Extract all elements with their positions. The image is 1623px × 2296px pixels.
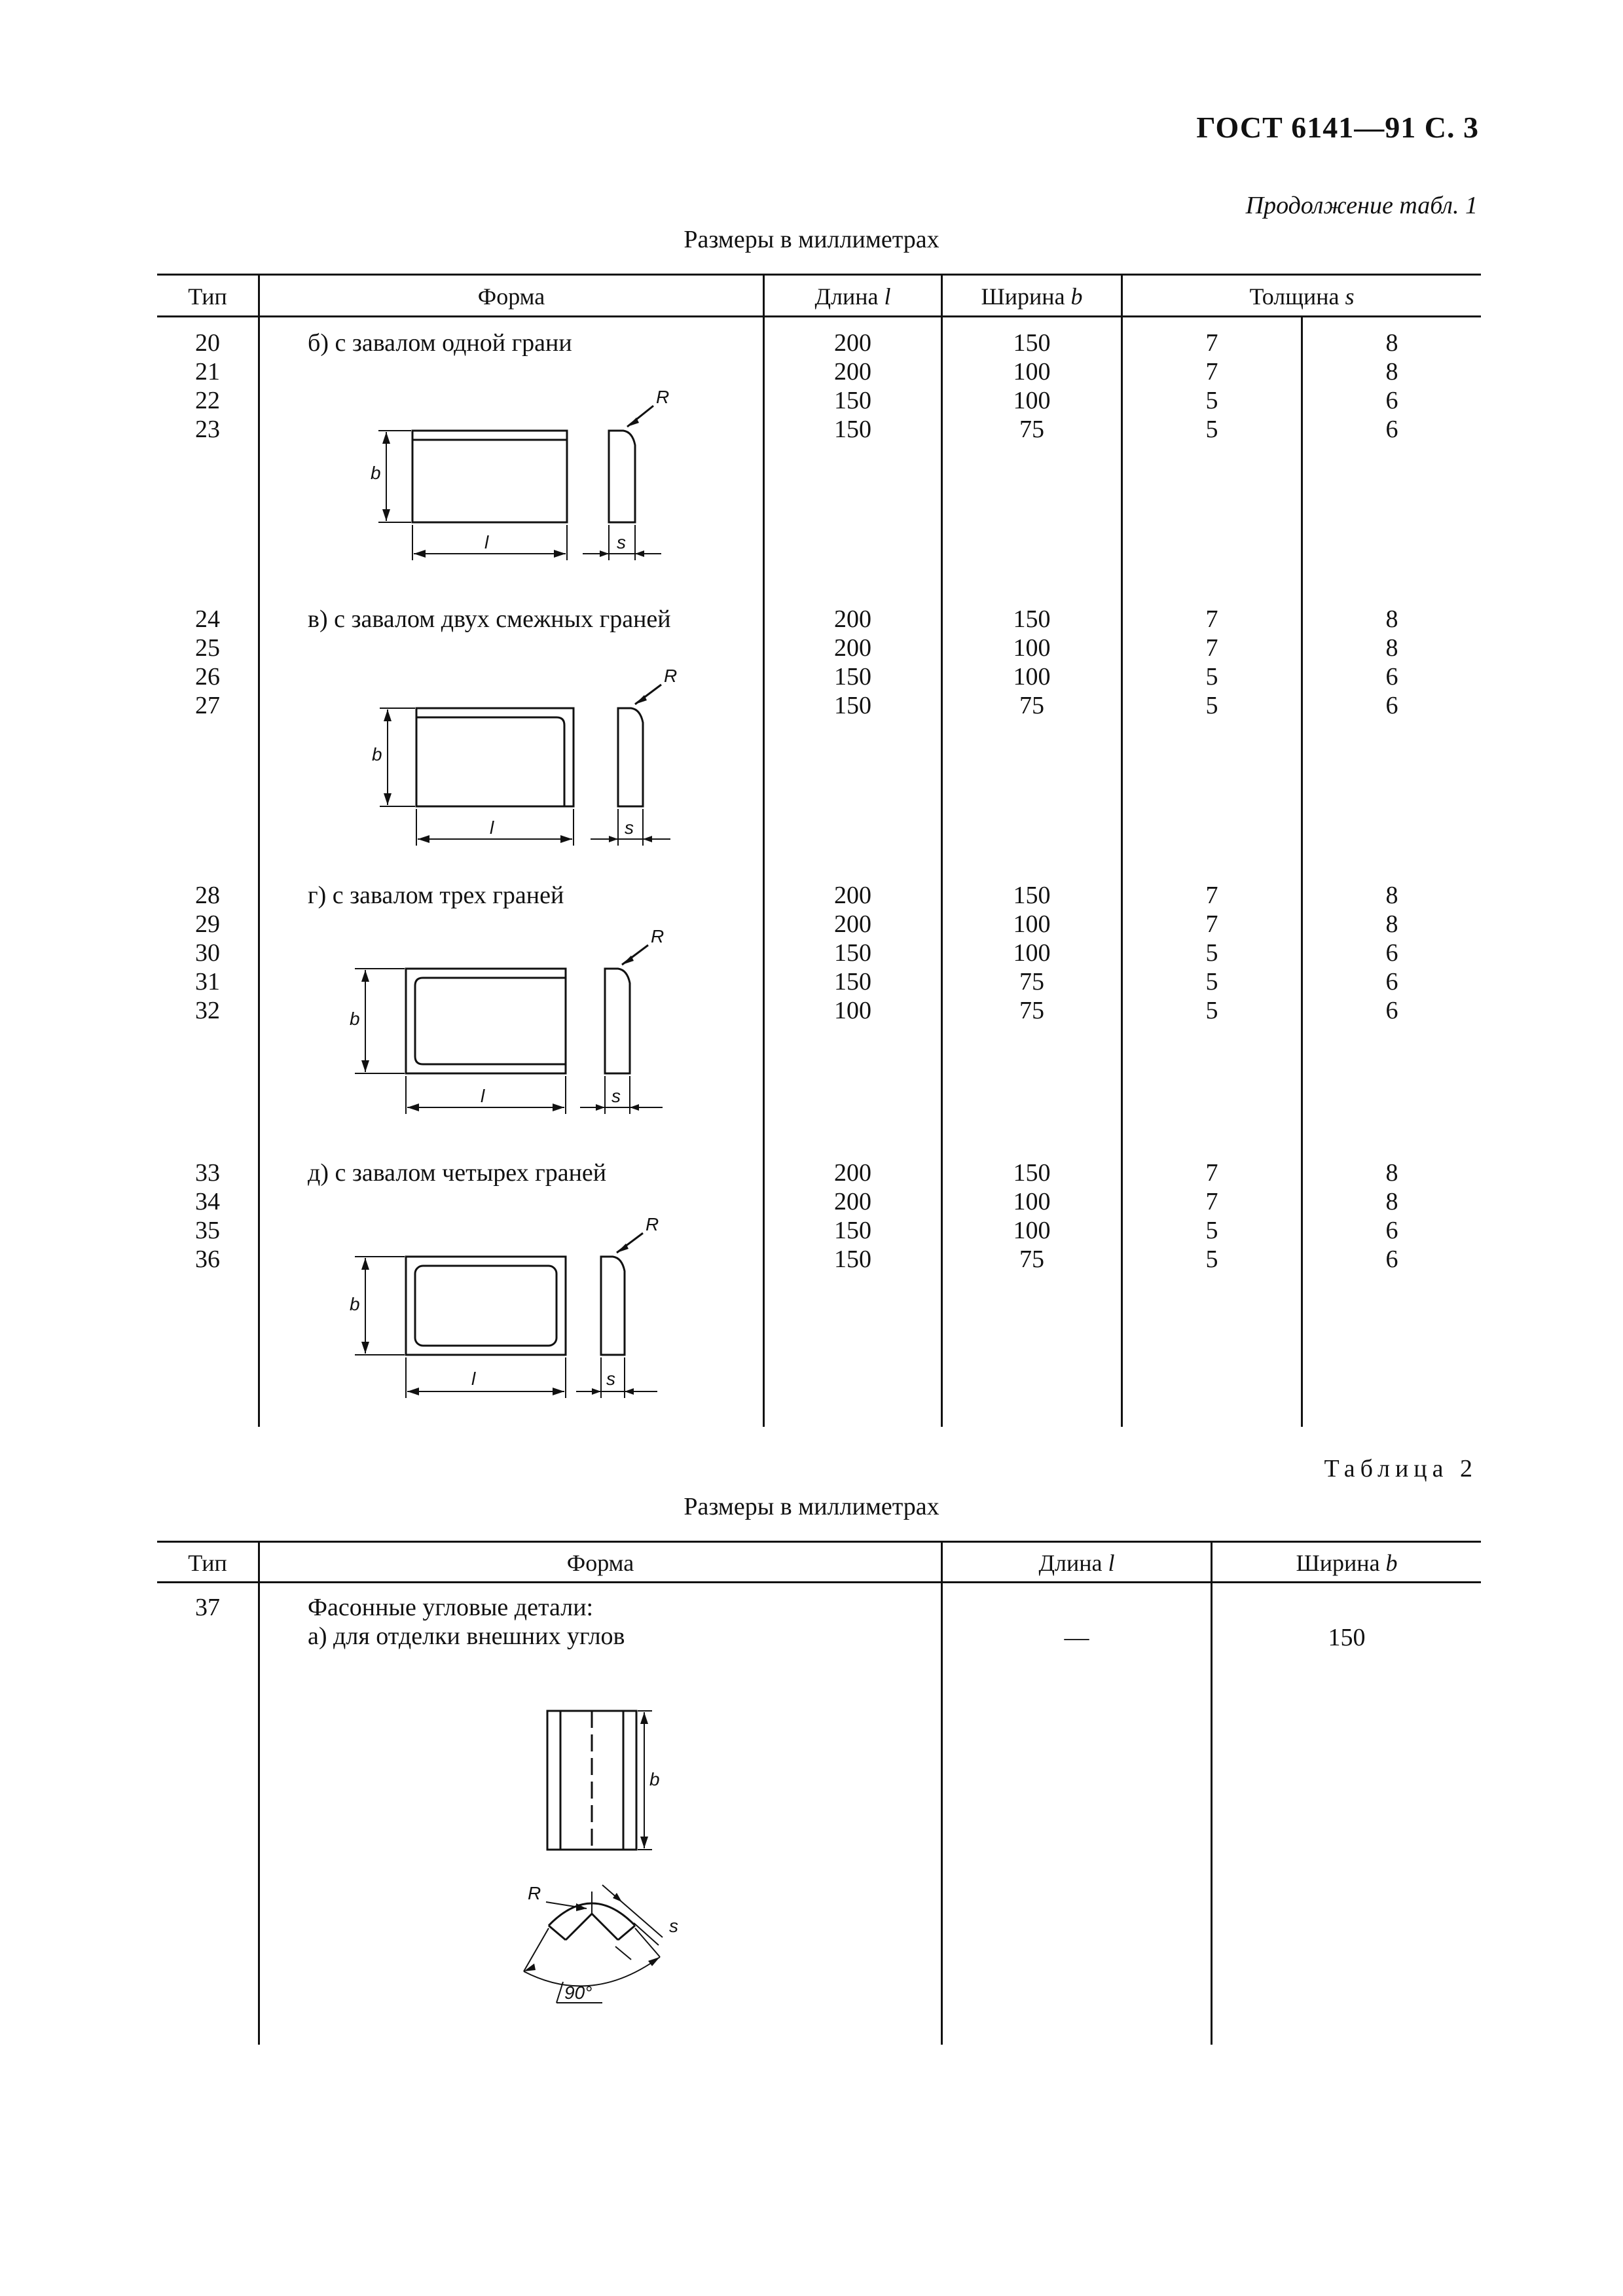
tile-drawing-two-edges	[347, 661, 687, 857]
group-label: б) с завалом одной грани	[308, 329, 572, 357]
tile-drawing-three-edges	[340, 926, 687, 1126]
table1-top-rule	[157, 274, 1481, 276]
group-thickness2-values: 8 8 6 6	[1385, 605, 1398, 719]
table1-header-rule	[157, 315, 1481, 317]
corner-piece-drawing	[498, 1695, 707, 2009]
group-length-values: 200 200 150 150 100	[834, 882, 871, 1024]
group-label: д) с завалом четырех граней	[308, 1159, 607, 1187]
dim-l-label: l	[484, 532, 489, 552]
group-thickness2-values: 8 8 6 6 6	[1385, 882, 1398, 1024]
table2-top-rule	[157, 1541, 1481, 1543]
group-thickness2-values: 8 8 6 6	[1385, 329, 1398, 443]
group-types: 20 21 22 23	[195, 329, 220, 443]
table2-header-form: Форма	[566, 1550, 634, 1576]
group-types: 28 29 30 31 32	[195, 882, 220, 1024]
group-thickness1-values: 7 7 5 5	[1205, 329, 1218, 443]
group-width-values: 150 100 100 75	[1013, 605, 1051, 719]
group-width-values: 150 100 100 75	[1013, 329, 1051, 443]
table2-row-sublabel: а) для отделки внешних углов	[308, 1623, 625, 1650]
group-label: г) с завалом трех граней	[308, 882, 564, 909]
table2-row-width: 150	[1328, 1624, 1366, 1651]
table2-row-length: —	[1064, 1624, 1089, 1651]
table1-header-form: Форма	[477, 283, 545, 310]
dim-b-label: b	[649, 1769, 660, 1789]
group-thickness1-values: 7 7 5 5	[1205, 1159, 1218, 1273]
dim-r-label: R	[664, 666, 678, 686]
table2-row-type: 37	[195, 1594, 220, 1621]
tile-drawing-one-edge	[347, 380, 687, 576]
dim-b-label: b	[372, 744, 382, 764]
dim-s-label: s	[617, 532, 626, 552]
group-thickness1-values: 7 7 5 5	[1205, 605, 1218, 719]
tile-drawing-four-edges	[340, 1211, 687, 1407]
dim-l-label: l	[490, 817, 494, 838]
table2-units-note: Размеры в миллиметрах	[684, 1493, 939, 1520]
table2-row-label: Фасонные угловые детали:	[308, 1594, 594, 1621]
group-label: в) с завалом двух смежных граней	[308, 605, 671, 633]
group-types: 33 34 35 36	[195, 1159, 220, 1273]
dim-b-label: b	[350, 1294, 360, 1314]
group-thickness2-values: 8 8 6 6	[1385, 1159, 1398, 1273]
dim-angle-label: 90°	[564, 1982, 593, 2003]
table2-title: Таблица 2	[1324, 1455, 1478, 1482]
table2-col-divider	[941, 1541, 943, 2045]
table-continuation-note: Продолжение табл. 1	[1245, 192, 1478, 219]
group-thickness1-values: 7 7 5 5 5	[1205, 882, 1218, 1024]
table1-header-length: Длина l	[814, 283, 891, 310]
table1-header-width: Ширина b	[981, 283, 1083, 310]
dim-s-label: s	[625, 817, 634, 838]
table2-header-type: Тип	[188, 1550, 227, 1576]
table2-col-divider	[1211, 1541, 1213, 2045]
dim-r-label: R	[528, 1883, 541, 1903]
table1-header-type: Тип	[188, 283, 227, 310]
dim-l-label: l	[481, 1086, 485, 1106]
table2-col-divider	[258, 1541, 260, 2045]
dim-s-label: s	[611, 1086, 621, 1106]
group-length-values: 200 200 150 150	[834, 1159, 871, 1273]
page-header-title: ГОСТ 6141—91 С. 3	[1196, 111, 1479, 144]
table1-header-thickness: Толщина s	[1249, 283, 1355, 310]
dim-l-label: l	[471, 1369, 476, 1389]
table2-header-rule	[157, 1581, 1481, 1583]
dim-s-label: s	[606, 1369, 615, 1389]
table2-header-width: Ширина b	[1296, 1550, 1398, 1576]
group-types: 24 25 26 27	[195, 605, 220, 719]
dim-r-label: R	[651, 926, 665, 946]
dim-r-label: R	[656, 387, 670, 407]
group-length-values: 200 200 150 150	[834, 605, 871, 719]
group-width-values: 150 100 100 75	[1013, 1159, 1051, 1273]
group-length-values: 200 200 150 150	[834, 329, 871, 443]
dim-r-label: R	[646, 1214, 659, 1234]
dim-s-label: s	[669, 1916, 678, 1936]
dim-b-label: b	[371, 463, 381, 483]
table2-header-length: Длина l	[1038, 1550, 1115, 1576]
table1-units-note: Размеры в миллиметрах	[684, 226, 939, 253]
group-width-values: 150 100 100 75 75	[1013, 882, 1051, 1024]
table1-col-divider	[258, 274, 260, 1427]
dim-b-label: b	[350, 1009, 360, 1029]
